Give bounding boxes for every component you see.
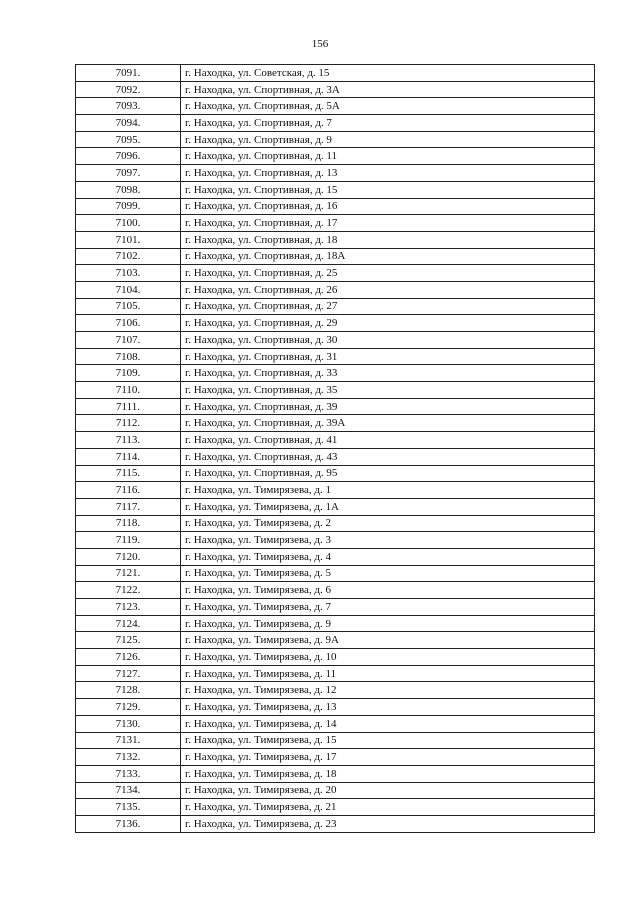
row-address: г. Находка, ул. Спортивная, д. 18А — [181, 248, 595, 265]
row-address: г. Находка, ул. Спортивная, д. 7 — [181, 115, 595, 132]
page-number: 156 — [311, 38, 329, 50]
table-row — [76, 565, 595, 582]
row-number: 7095. — [76, 131, 181, 148]
row-number: 7131. — [76, 732, 181, 749]
row-number: 7113. — [76, 432, 181, 449]
row-number: 7133. — [76, 765, 181, 782]
row-number: 7136. — [76, 815, 181, 832]
row-number: 7117. — [76, 498, 181, 515]
row-number: 7092. — [76, 81, 181, 98]
row-number: 7125. — [76, 632, 181, 649]
row-address: г. Находка, ул. Тимирязева, д. 18 — [181, 765, 595, 782]
row-address: г. Находка, ул. Тимирязева, д. 23 — [181, 815, 595, 832]
table-row — [76, 699, 595, 716]
row-address: г. Находка, ул. Тимирязева, д. 10 — [181, 649, 595, 666]
row-address: г. Находка, ул. Советская, д. 15 — [181, 65, 595, 82]
table-row — [76, 615, 595, 632]
table-row — [76, 131, 595, 148]
row-number: 7120. — [76, 548, 181, 565]
row-address: г. Находка, ул. Тимирязева, д. 12 — [181, 682, 595, 699]
row-address: г. Находка, ул. Тимирязева, д. 14 — [181, 715, 595, 732]
row-address: г. Находка, ул. Спортивная, д. 33 — [181, 365, 595, 382]
row-number: 7105. — [76, 298, 181, 315]
row-number: 7121. — [76, 565, 181, 582]
row-number: 7097. — [76, 165, 181, 182]
table-row — [76, 198, 595, 215]
row-address: г. Находка, ул. Спортивная, д. 18 — [181, 231, 595, 248]
row-address: г. Находка, ул. Тимирязева, д. 5 — [181, 565, 595, 582]
row-number: 7132. — [76, 749, 181, 766]
row-address: г. Находка, ул. Спортивная, д. 16 — [181, 198, 595, 215]
row-number: 7112. — [76, 415, 181, 432]
row-number: 7115. — [76, 465, 181, 482]
table-row — [76, 665, 595, 682]
row-number: 7126. — [76, 649, 181, 666]
table-row — [76, 415, 595, 432]
table-row — [76, 799, 595, 816]
table-row — [76, 398, 595, 415]
row-address: г. Находка, ул. Тимирязева, д. 9А — [181, 632, 595, 649]
row-number: 7107. — [76, 332, 181, 349]
row-number: 7096. — [76, 148, 181, 165]
row-address: г. Находка, ул. Тимирязева, д. 15 — [181, 732, 595, 749]
table-row — [76, 165, 595, 182]
row-address: г. Находка, ул. Спортивная, д. 25 — [181, 265, 595, 282]
row-address: г. Находка, ул. Тимирязева, д. 20 — [181, 782, 595, 799]
row-number: 7130. — [76, 715, 181, 732]
table-row — [76, 348, 595, 365]
row-address: г. Находка, ул. Тимирязева, д. 11 — [181, 665, 595, 682]
table-row — [76, 315, 595, 332]
row-number: 7129. — [76, 699, 181, 716]
row-number: 7106. — [76, 315, 181, 332]
row-address: г. Находка, ул. Спортивная, д. 13 — [181, 165, 595, 182]
row-number: 7118. — [76, 515, 181, 532]
row-address: г. Находка, ул. Тимирязева, д. 21 — [181, 799, 595, 816]
row-address: г. Находка, ул. Спортивная, д. 35 — [181, 382, 595, 399]
row-number: 7110. — [76, 382, 181, 399]
row-address: г. Находка, ул. Спортивная, д. 30 — [181, 332, 595, 349]
table-row — [76, 515, 595, 532]
row-address: г. Находка, ул. Спортивная, д. 15 — [181, 181, 595, 198]
row-number: 7134. — [76, 782, 181, 799]
row-number: 7100. — [76, 215, 181, 232]
table-row — [76, 649, 595, 666]
row-number: 7127. — [76, 665, 181, 682]
row-number: 7103. — [76, 265, 181, 282]
table-row — [76, 265, 595, 282]
table-row — [76, 215, 595, 232]
table-row — [76, 231, 595, 248]
row-address: г. Находка, ул. Спортивная, д. 3А — [181, 81, 595, 98]
row-address: г. Находка, ул. Спортивная, д. 31 — [181, 348, 595, 365]
row-number: 7102. — [76, 248, 181, 265]
row-address: г. Находка, ул. Тимирязева, д. 13 — [181, 699, 595, 716]
row-address: г. Находка, ул. Спортивная, д. 11 — [181, 148, 595, 165]
table-row — [76, 482, 595, 499]
row-address: г. Находка, ул. Спортивная, д. 39А — [181, 415, 595, 432]
row-number: 7135. — [76, 799, 181, 816]
row-address: г. Находка, ул. Тимирязева, д. 2 — [181, 515, 595, 532]
row-number: 7123. — [76, 599, 181, 616]
table-row — [76, 148, 595, 165]
row-address: г. Находка, ул. Спортивная, д. 26 — [181, 281, 595, 298]
row-address: г. Находка, ул. Тимирязева, д. 1А — [181, 498, 595, 515]
table-row — [76, 365, 595, 382]
row-number: 7098. — [76, 181, 181, 198]
row-number: 7122. — [76, 582, 181, 599]
table-row — [76, 65, 595, 82]
row-number: 7124. — [76, 615, 181, 632]
row-address: г. Находка, ул. Спортивная, д. 17 — [181, 215, 595, 232]
row-address: г. Находка, ул. Спортивная, д. 9 — [181, 131, 595, 148]
table-row — [76, 782, 595, 799]
row-number: 7091. — [76, 65, 181, 82]
table-row — [76, 298, 595, 315]
row-number: 7111. — [76, 398, 181, 415]
row-address: г. Находка, ул. Спортивная, д. 41 — [181, 432, 595, 449]
row-number: 7093. — [76, 98, 181, 115]
table-row — [76, 248, 595, 265]
row-address: г. Находка, ул. Тимирязева, д. 9 — [181, 615, 595, 632]
row-address: г. Находка, ул. Тимирязева, д. 6 — [181, 582, 595, 599]
row-address: г. Находка, ул. Спортивная, д. 29 — [181, 315, 595, 332]
row-address: г. Находка, ул. Спортивная, д. 5А — [181, 98, 595, 115]
table-row — [76, 181, 595, 198]
table-row — [76, 765, 595, 782]
table-row — [76, 682, 595, 699]
table-row — [76, 582, 595, 599]
row-address: г. Находка, ул. Спортивная, д. 39 — [181, 398, 595, 415]
table-row — [76, 532, 595, 549]
row-number: 7101. — [76, 231, 181, 248]
row-address: г. Находка, ул. Спортивная, д. 95 — [181, 465, 595, 482]
row-number: 7099. — [76, 198, 181, 215]
row-number: 7109. — [76, 365, 181, 382]
row-address: г. Находка, ул. Тимирязева, д. 4 — [181, 548, 595, 565]
table-row — [76, 498, 595, 515]
row-address: г. Находка, ул. Спортивная, д. 43 — [181, 448, 595, 465]
row-address: г. Находка, ул. Тимирязева, д. 7 — [181, 599, 595, 616]
row-number: 7108. — [76, 348, 181, 365]
table-row — [76, 632, 595, 649]
table-row — [76, 281, 595, 298]
table-row — [76, 448, 595, 465]
row-address: г. Находка, ул. Спортивная, д. 27 — [181, 298, 595, 315]
row-number: 7104. — [76, 281, 181, 298]
table-row — [76, 599, 595, 616]
row-number: 7114. — [76, 448, 181, 465]
table-row — [76, 432, 595, 449]
table-row — [76, 715, 595, 732]
row-number: 7119. — [76, 532, 181, 549]
table-row — [76, 465, 595, 482]
table-row — [76, 81, 595, 98]
row-address: г. Находка, ул. Тимирязева, д. 3 — [181, 532, 595, 549]
table-row — [76, 815, 595, 832]
table-row — [76, 115, 595, 132]
address-table-body — [76, 65, 595, 833]
row-address: г. Находка, ул. Тимирязева, д. 1 — [181, 482, 595, 499]
row-address: г. Находка, ул. Тимирязева, д. 17 — [181, 749, 595, 766]
address-table — [75, 64, 595, 833]
table-row — [76, 749, 595, 766]
row-number: 7116. — [76, 482, 181, 499]
table-row — [76, 382, 595, 399]
row-number: 7128. — [76, 682, 181, 699]
table-row — [76, 732, 595, 749]
table-row — [76, 548, 595, 565]
table-row — [76, 332, 595, 349]
row-number: 7094. — [76, 115, 181, 132]
table-row — [76, 98, 595, 115]
